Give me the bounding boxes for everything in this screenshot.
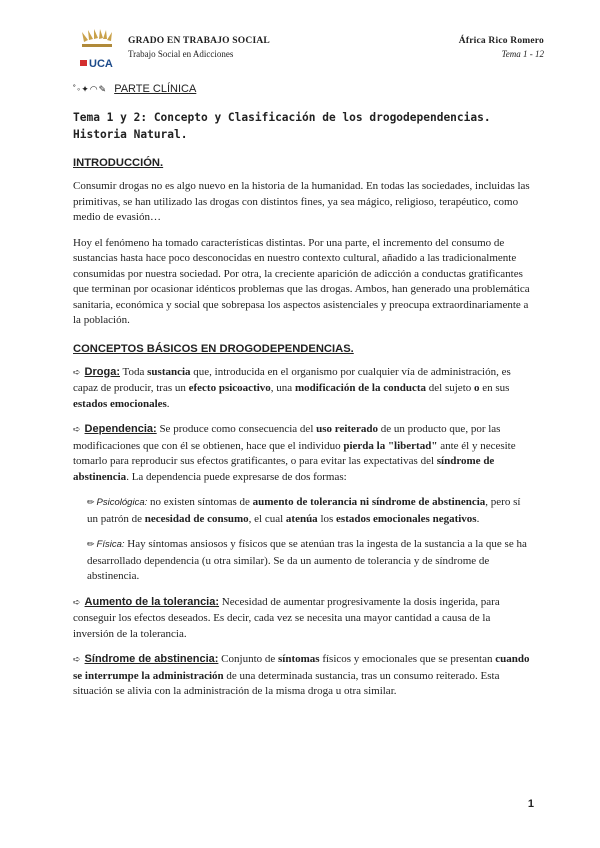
document-body (73, 80, 531, 700)
intro-paragraph-1: Consumir drogas no es algo nuevo en la historia de la humanidad. En todas las sociedades, incluidas las primitivas, se han utilizado las drogas con distintos fines, ya sea mágico, religioso, terapéutico, como medio de evasión… (73, 180, 530, 223)
uca-logo (74, 26, 120, 70)
term-psicologica: Psicológica: (96, 497, 148, 508)
arrow-icon: ➪ (73, 597, 81, 608)
intro-heading: INTRODUCCIÓN. (73, 157, 164, 169)
term-fisica: Física: (96, 539, 125, 550)
definition-dependencia: ➪ Dependencia: Se produce como consecuencia del uso reiterado de un producto que, por las modificaciones que con él se obtienen, hace que el individuo pierda la "libertad" ante él y necesite tomarlo para reproducir sus efectos gratificantes, o para evitar las expectativas del síndrome de abstinencia. La dependencia puede expresarse de dos formas: (73, 423, 516, 483)
intro-paragraph-2: Hoy el fenómeno ha tomado características distintas. Por una parte, el incremento del consumo de sustancias hasta hace poco desconocidas en nuestro contexto cultural, añadido a las tradicionalmente consumidas por nuestra sociedad. Por otra, la creciente aparición de adicción a conductas gratificantes que terminan por ocasionar idénticos problemas que las drogas. Ambos, han generado una problemática sanitaria, económica y social que sobrepasa los aspectos asistenciales y preocupa extraordinariamente a la población. (73, 236, 530, 326)
page-number: 1 (527, 798, 534, 810)
arrow-icon: ➪ (73, 367, 81, 378)
header-left (128, 36, 270, 59)
decoration-icon: ˚◦✦◠✎ (73, 84, 108, 94)
section-title: PARTE CLÍNICA (114, 83, 197, 95)
document-title: Tema 1 y 2: Concepto y Clasificación de los drogodependencias. Historia Natural. (73, 111, 491, 141)
header-right (459, 36, 544, 59)
subject-name: Trabajo Social en Adicciones (128, 49, 234, 59)
course-title: GRADO EN TRABAJO SOCIAL (128, 36, 270, 46)
pencil-icon: ✏ (87, 498, 95, 508)
arrow-icon: ➪ (73, 655, 81, 665)
definition-abstinencia: ➪ Síndrome de abstinencia: Conjunto de síntomas físicos y emocionales que se presentan cuando se interrumpe la administración de una determinada sustancia, tras un consumo reiterado. Esta situación se alivia con la administración de la misma droga u otra similar. (73, 653, 530, 697)
author-name: África Rico Romero (458, 36, 544, 46)
page-header (74, 26, 544, 70)
pencil-icon: ✏ (87, 540, 95, 550)
arrow-icon: ➪ (73, 425, 81, 435)
definition-tolerancia: ➪ Aumento de la tolerancia: Necesidad de aumentar progresivamente la dosis ingerida, para conseguir los efectos deseados. Es decir, cada vez se necesita una mayor cantidad a causa de la inversión de la tolerancia. (73, 595, 500, 640)
section-label (73, 83, 531, 95)
term-tolerancia: Aumento de la tolerancia: (84, 595, 220, 608)
definition-psicologica: ✏ Psicológica: no existen síntomas de aumento de tolerancia ni síndrome de abstinencia, pero sí un patrón de necesidad de consumo, el cual atenúa los estados emocionales negativos. (87, 496, 521, 525)
term-abstinencia: Síndrome de abstinencia: (84, 653, 219, 665)
svg-text:UCA: UCA (89, 58, 113, 70)
concepts-heading: CONCEPTOS BÁSICOS EN DROGODEPENDENCIAS. (73, 342, 354, 355)
tema-range: Tema 1 - 12 (501, 49, 544, 59)
definition-droga: ➪ Droga: Toda sustancia que, introducida en el organismo por cualquier vía de administración, es capaz de producir, tras un efecto psicoactivo, una modificación de la conducta del sujeto o en sus estados emocionales. (73, 365, 511, 410)
term-dependencia: Dependencia: (84, 423, 157, 435)
definition-fisica: ✏ Física: Hay síntomas ansiosos y físicos que se atenúan tras la ingesta de la sustancia a la que se ha desarrollado dependencia (u otra similar). Se da un aumento de tolerancia y de síndrome de abstinencia. (87, 538, 527, 582)
term-droga: Droga: (84, 365, 120, 378)
